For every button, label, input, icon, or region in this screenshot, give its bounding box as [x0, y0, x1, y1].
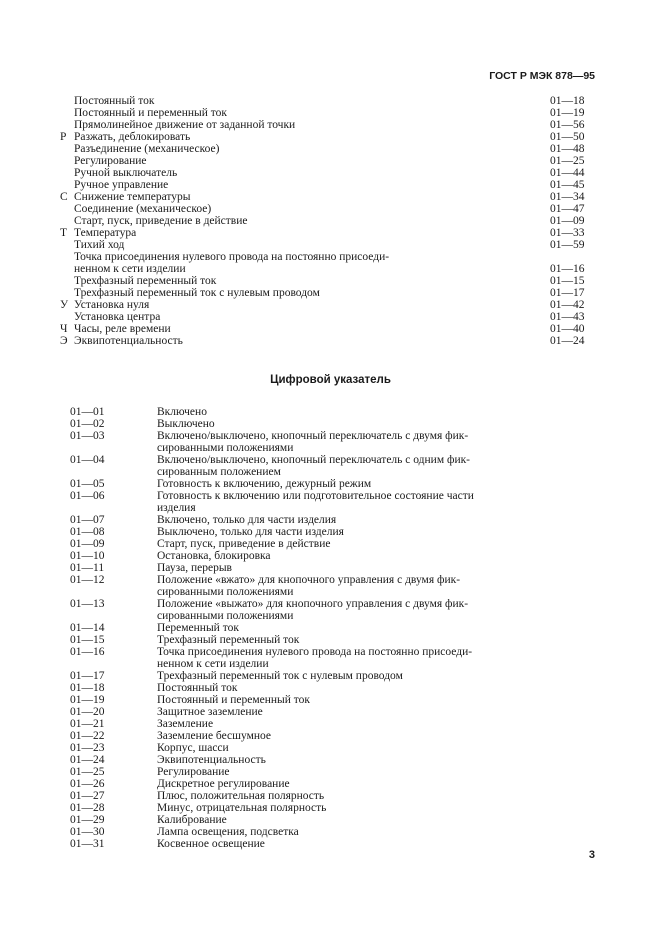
numeric-row	[70, 694, 520, 706]
index-row-letter: Э	[60, 335, 68, 347]
numeric-row-text: Выключено, только для части изделия	[157, 526, 344, 538]
numeric-row-code: 01—14	[70, 622, 105, 634]
index-row	[60, 203, 595, 215]
index-row-text: Прямолинейное движение от заданной точки	[74, 119, 296, 131]
numeric-row	[70, 646, 520, 658]
numeric-row-text: Положение «вжато» для кнопочного управления с двумя фик-	[157, 574, 461, 586]
numeric-row	[70, 514, 520, 526]
numeric-row-text: изделия	[157, 502, 196, 514]
numeric-row	[70, 670, 520, 682]
numeric-row-text: Положение «выжато» для кнопочного управления с двумя фик-	[157, 598, 469, 610]
numeric-row	[70, 502, 520, 514]
index-row-letter: У	[60, 299, 69, 311]
numeric-row	[70, 706, 520, 718]
index-row-code: 01—43	[550, 311, 585, 323]
numeric-row	[70, 826, 520, 838]
index-row-code: 01—15	[550, 275, 585, 287]
numeric-row-code: 01—17	[70, 670, 105, 682]
numeric-row-text: Защитное заземление	[157, 706, 263, 718]
numeric-row-code: 01—09	[70, 538, 105, 550]
numeric-row-code: 01—06	[70, 490, 105, 502]
numeric-row-text: Включено/выключено, кнопочный переключатель с одним фик-	[157, 454, 471, 466]
index-row-code: 01—44	[550, 167, 585, 179]
numeric-row	[70, 814, 520, 826]
index-row	[60, 335, 595, 347]
document-header: ГОСТ Р МЭК 878—95	[489, 70, 595, 82]
numeric-row-code: 01—03	[70, 430, 105, 442]
index-row-code: 01—17	[550, 287, 585, 299]
numeric-row-code: 01—16	[70, 646, 105, 658]
numeric-row-text: Постоянный и переменный ток	[157, 694, 311, 706]
numeric-row-text: Постоянный ток	[157, 682, 238, 694]
index-row	[60, 227, 595, 239]
numeric-row	[70, 658, 520, 670]
index-row-code: 01—18	[550, 95, 585, 107]
index-row-text: Снижение температуры	[74, 191, 191, 203]
index-row	[60, 167, 595, 179]
index-row-text: Часы, реле времени	[74, 323, 171, 335]
index-row-code: 01—16	[550, 263, 585, 275]
numeric-row	[70, 574, 520, 586]
numeric-row	[70, 838, 520, 850]
numeric-row-code: 01—30	[70, 826, 105, 838]
numeric-row-text: сированными положениями	[157, 586, 294, 598]
index-row-text: Соединение (механическое)	[74, 203, 212, 215]
numeric-row-code: 01—20	[70, 706, 105, 718]
numeric-row-code: 01—22	[70, 730, 105, 742]
numeric-row	[70, 598, 520, 610]
numeric-row-text: Включено	[157, 406, 207, 418]
numeric-row	[70, 754, 520, 766]
index-row-code: 01—48	[550, 143, 585, 155]
numeric-row	[70, 682, 520, 694]
numeric-row-text: Старт, пуск, приведение в действие	[157, 538, 331, 550]
numeric-row-text: Трехфазный переменный ток	[157, 634, 300, 646]
numeric-row-code: 01—08	[70, 526, 105, 538]
index-row	[60, 215, 595, 227]
index-row-code: 01—40	[550, 323, 585, 335]
numeric-row-code: 01—02	[70, 418, 105, 430]
numeric-row-text: Лампа освещения, подсветка	[157, 826, 299, 838]
index-row-text: Постоянный и переменный ток	[74, 107, 228, 119]
numeric-row-text: Точка присоединения нулевого провода на постоянно присоеди-	[157, 646, 473, 658]
numeric-row-code: 01—28	[70, 802, 105, 814]
numeric-row	[70, 418, 520, 430]
index-row	[60, 95, 595, 107]
index-row-letter: С	[60, 191, 68, 203]
index-row-text: Ручной выключатель	[74, 167, 178, 179]
numeric-row-code: 01—27	[70, 790, 105, 802]
numeric-row	[70, 802, 520, 814]
numeric-row	[70, 586, 520, 598]
numeric-row	[70, 562, 520, 574]
numeric-row-code: 01—11	[70, 562, 105, 574]
numeric-row	[70, 742, 520, 754]
index-row-text: Трехфазный переменный ток	[74, 275, 217, 287]
index-row	[60, 299, 595, 311]
index-row	[60, 251, 595, 263]
numeric-row-code: 01—15	[70, 634, 105, 646]
numeric-row	[70, 766, 520, 778]
numeric-row-code: 01—12	[70, 574, 105, 586]
numeric-row-text: Включено/выключено, кнопочный переключатель с двумя фик-	[157, 430, 469, 442]
index-row-code: 01—47	[550, 203, 585, 215]
index-row	[60, 287, 595, 299]
numeric-row-code: 01—01	[70, 406, 105, 418]
index-row-code: 01—59	[550, 239, 585, 251]
index-row-code: 01—42	[550, 299, 585, 311]
numeric-row-code: 01—05	[70, 478, 105, 490]
numeric-index	[70, 406, 520, 850]
numeric-row-code: 01—13	[70, 598, 105, 610]
numeric-row-text: ненном к сети изделии	[157, 658, 269, 670]
numeric-row	[70, 454, 520, 466]
numeric-row-text: Включено, только для части изделия	[157, 514, 337, 526]
index-row-code: 01—24	[550, 335, 585, 347]
numeric-row-text: Регулирование	[157, 766, 230, 778]
index-row-code: 01—45	[550, 179, 585, 191]
numeric-row-text: Эквипотенциальность	[157, 754, 266, 766]
numeric-row	[70, 466, 520, 478]
numeric-row-text: Заземление бесшумное	[157, 730, 271, 742]
numeric-row-code: 01—24	[70, 754, 105, 766]
numeric-row-text: Дискретное регулирование	[157, 778, 290, 790]
numeric-row	[70, 478, 520, 490]
numeric-row-code: 01—26	[70, 778, 105, 790]
index-row-code: 01—56	[550, 119, 585, 131]
index-row-letter: Ч	[60, 323, 68, 335]
numeric-row	[70, 718, 520, 730]
index-row	[60, 191, 595, 203]
index-row	[60, 131, 595, 143]
index-row	[60, 119, 595, 131]
index-row-letter: Т	[60, 227, 68, 239]
index-row-text: Регулирование	[74, 155, 147, 167]
index-row-letter: Р	[60, 131, 67, 143]
index-row	[60, 275, 595, 287]
index-row-text: Трехфазный переменный ток с нулевым проводом	[74, 287, 320, 299]
index-row	[60, 323, 595, 335]
index-row-code: 01—50	[550, 131, 585, 143]
index-row-text: Ручное управление	[74, 179, 169, 191]
numeric-row-code: 01—04	[70, 454, 105, 466]
numeric-row-code: 01—21	[70, 718, 105, 730]
numeric-row	[70, 538, 520, 550]
index-row-code: 01—33	[550, 227, 585, 239]
numeric-row-text: Выключено	[157, 418, 215, 430]
numeric-row-code: 01—10	[70, 550, 105, 562]
index-row-text: Старт, пуск, приведение в действие	[74, 215, 248, 227]
numeric-row-text: Косвенное освещение	[157, 838, 265, 850]
index-row	[60, 263, 595, 275]
numeric-row-text: Остановка, блокировка	[157, 550, 271, 562]
index-row	[60, 155, 595, 167]
numeric-row	[70, 550, 520, 562]
numeric-row-code: 01—29	[70, 814, 105, 826]
numeric-row	[70, 622, 520, 634]
numeric-row-text: Минус, отрицательная полярность	[157, 802, 327, 814]
index-row	[60, 311, 595, 323]
index-row	[60, 107, 595, 119]
index-row-code: 01—25	[550, 155, 585, 167]
numeric-row-text: сированными положениями	[157, 442, 294, 454]
numeric-row-text: сированным положением	[157, 466, 281, 478]
index-row-text: Тихий ход	[74, 239, 125, 251]
numeric-row-code: 01—07	[70, 514, 105, 526]
numeric-row-text: Трехфазный переменный ток с нулевым проводом	[157, 670, 403, 682]
numeric-row-text: Готовность к включению, дежурный режим	[157, 478, 372, 490]
numeric-row-code: 01—19	[70, 694, 105, 706]
index-row-text: Разъединение (механическое)	[74, 143, 220, 155]
index-row-code: 01—34	[550, 191, 585, 203]
numeric-row	[70, 778, 520, 790]
numeric-row	[70, 406, 520, 418]
numeric-row-text: Плюс, положительная полярность	[157, 790, 325, 802]
numeric-row-text: Переменный ток	[157, 622, 239, 634]
numeric-row-code: 01—31	[70, 838, 105, 850]
page-number: 3	[588, 849, 595, 861]
index-row-code: 01—09	[550, 215, 585, 227]
index-row-text: Установка нуля	[74, 299, 150, 311]
index-row-text: Точка присоединения нулевого провода на постоянно присоеди-	[74, 251, 390, 263]
index-row-text: ненном к сети изделии	[74, 263, 186, 275]
index-row	[60, 179, 595, 191]
numeric-row-text: Заземление	[157, 718, 214, 730]
index-row-code: 01—19	[550, 107, 585, 119]
index-row-text: Установка центра	[74, 311, 161, 323]
alphabetical-index	[60, 95, 595, 347]
section-title: Цифровой указатель	[270, 374, 391, 386]
index-row-text: Эквипотенциальность	[74, 335, 183, 347]
numeric-row	[70, 730, 520, 742]
index-row-text: Температура	[74, 227, 137, 239]
numeric-row-code: 01—25	[70, 766, 105, 778]
index-row-text: Постоянный ток	[74, 95, 155, 107]
index-row	[60, 239, 595, 251]
numeric-row	[70, 526, 520, 538]
numeric-row	[70, 790, 520, 802]
numeric-row	[70, 490, 520, 502]
numeric-row	[70, 610, 520, 622]
numeric-row	[70, 634, 520, 646]
numeric-row-code: 01—18	[70, 682, 105, 694]
numeric-row	[70, 442, 520, 454]
numeric-row-text: Калибрование	[157, 814, 227, 826]
numeric-row-code: 01—23	[70, 742, 105, 754]
numeric-row-text: Пауза, перерыв	[157, 562, 232, 574]
numeric-row-text: Готовность к включению или подготовительное состояние части	[157, 490, 474, 502]
numeric-row	[70, 430, 520, 442]
index-row-text: Разжать, деблокировать	[74, 131, 191, 143]
index-row	[60, 143, 595, 155]
numeric-row-text: Корпус, шасси	[157, 742, 229, 754]
numeric-row-text: сированными положениями	[157, 610, 294, 622]
